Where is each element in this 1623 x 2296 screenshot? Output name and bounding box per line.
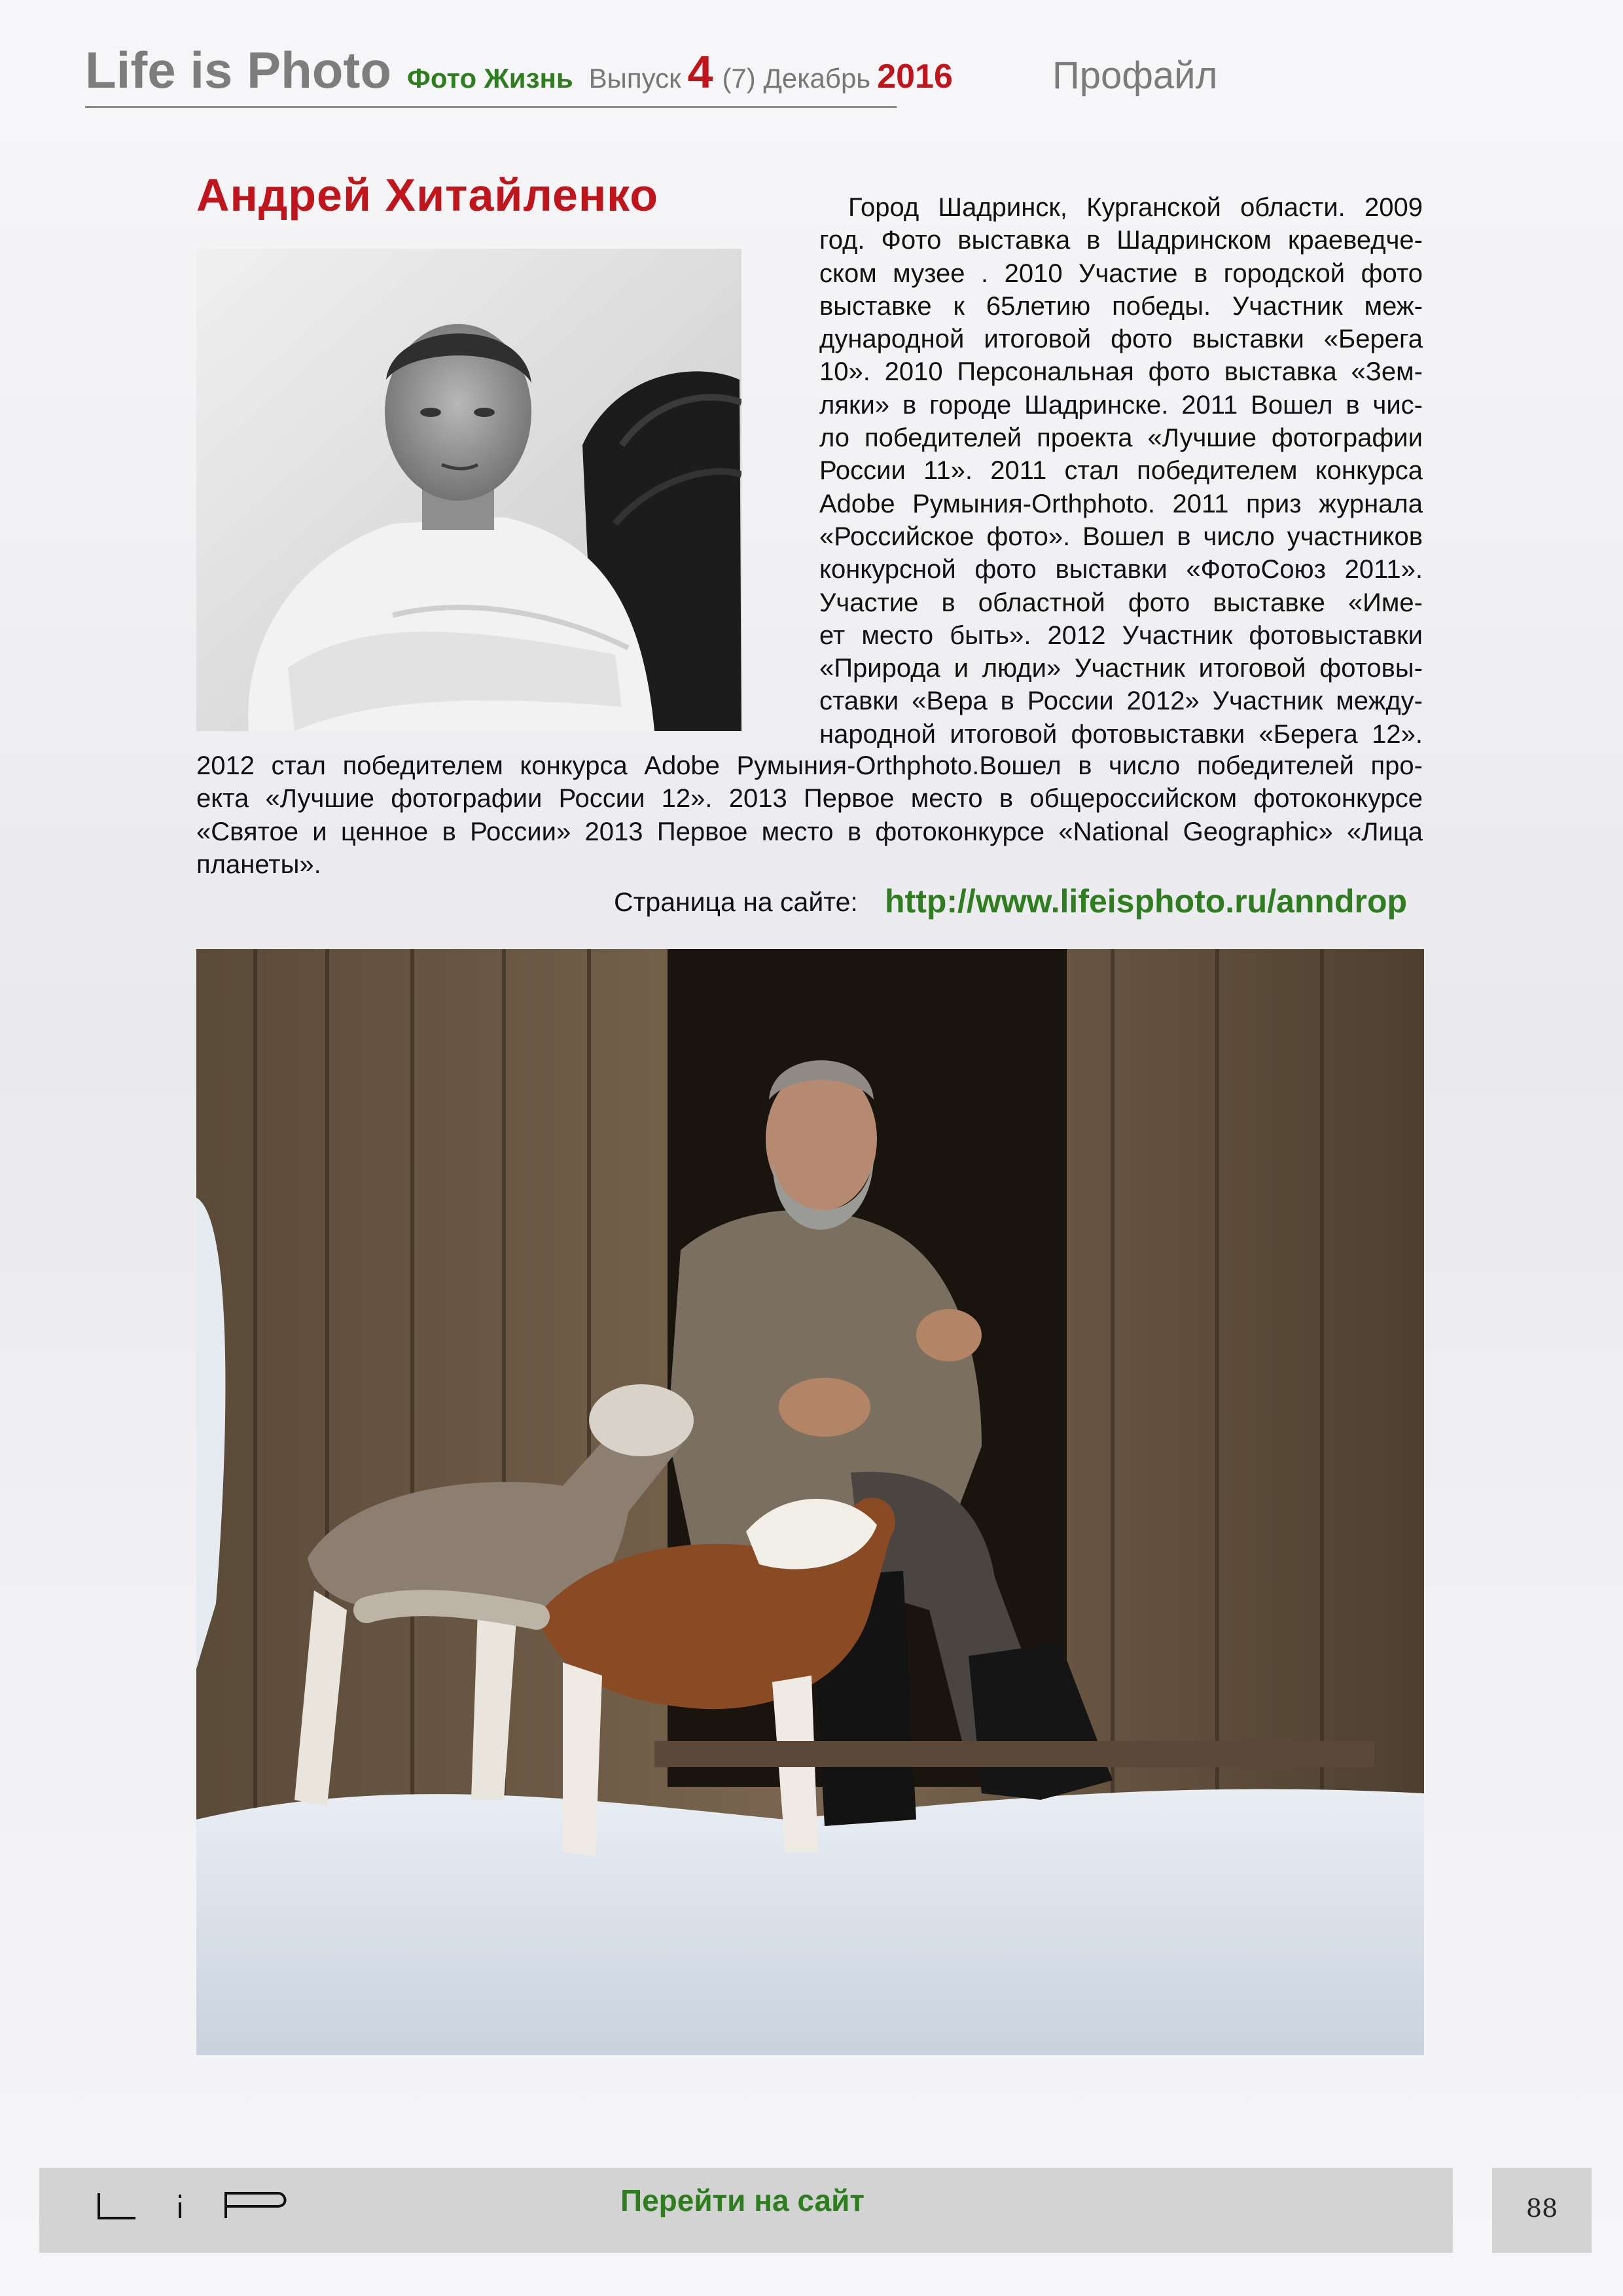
main-photograph	[196, 949, 1424, 2055]
bio-line: ет место быть». 2012 Участник фотовыставки	[819, 620, 1423, 650]
bio-line: Участие в областной фото выставке «Име-	[819, 588, 1423, 617]
magazine-title: Life is Photo	[85, 41, 391, 99]
bio-line: Город Шадринск, Курганской области. 2009	[848, 193, 1423, 222]
header-divider	[85, 106, 897, 108]
portrait-illustration	[196, 249, 741, 731]
bio-line: ляки» в городе Шадринске. 2011 Вошел в чис-	[819, 390, 1423, 420]
magazine-header	[85, 41, 953, 99]
magazine-subtitle: Фото Жизнь	[407, 63, 573, 94]
bio-line: дународной итоговой фото выставки «Берега	[819, 325, 1423, 354]
bio-line: планеты».	[196, 850, 321, 879]
bio-line: «Святое и ценное в России» 2013 Первое место в фотоконкурсе «National Geographic» «Лица	[196, 817, 1423, 846]
lip-logo[interactable]	[95, 2189, 291, 2222]
bio-line: екта «Лучшие фотографии России 12». 2013 Первое место в общероссийском фотоконкурсе	[196, 784, 1423, 814]
issue-label: Выпуск	[588, 63, 681, 94]
issue-info: (7) Декабрь	[722, 63, 871, 94]
issue-year: 2016	[877, 58, 953, 96]
bio-line: России 11». 2011 стал победителем конкурса	[819, 456, 1423, 486]
author-name: Андрей Хитайленко	[196, 170, 659, 221]
bio-line: 10». 2010 Персональная фото выставка «Зем-	[819, 357, 1423, 387]
site-page-link[interactable]: http://www.lifeisphoto.ru/anndrop	[885, 883, 1408, 920]
bio-line: ло победителей проекта «Лучшие фотографии	[819, 423, 1423, 453]
section-title: Профайл	[1052, 54, 1218, 97]
bio-line: ском музее . 2010 Участие в городской фото	[819, 259, 1423, 288]
page-number: 88	[1525, 2194, 1558, 2223]
bio-line: «Российское фото». Вошел в число участников	[819, 522, 1423, 551]
main-photo-illustration	[196, 949, 1424, 2055]
bio-text-full	[196, 749, 1423, 881]
bio-text-column	[819, 191, 1423, 751]
bio-line: «Природа и люди» Участник итоговой фотовы-	[819, 654, 1423, 683]
author-portrait-photo	[196, 249, 741, 731]
bio-line: ставки «Вера в России 2012» Участник между-	[819, 687, 1423, 716]
issue-number: 4	[687, 46, 713, 98]
bio-line: Adobe Румыния-Orthphoto. 2011 приз журнала	[819, 489, 1423, 518]
bio-line: конкурсной фото выставки «ФотоСоюз 2011».	[819, 555, 1423, 584]
lip-logo-mark	[95, 2189, 291, 2222]
bio-line: народной итоговой фотовыставки «Берега 12».	[819, 719, 1423, 749]
goto-site-link[interactable]: Перейти на сайт	[620, 2183, 865, 2217]
bio-line: 2012 стал победителем конкурса Adobe Румыния-Orthphoto.Вошел в число победителей про-	[196, 751, 1423, 780]
bio-line: год. Фото выставка в Шадринском краеведче-	[819, 226, 1423, 255]
site-page-label: Страница на сайте:	[614, 887, 858, 917]
bio-line: выставке к 65летию победы. Участник меж-	[819, 291, 1423, 321]
